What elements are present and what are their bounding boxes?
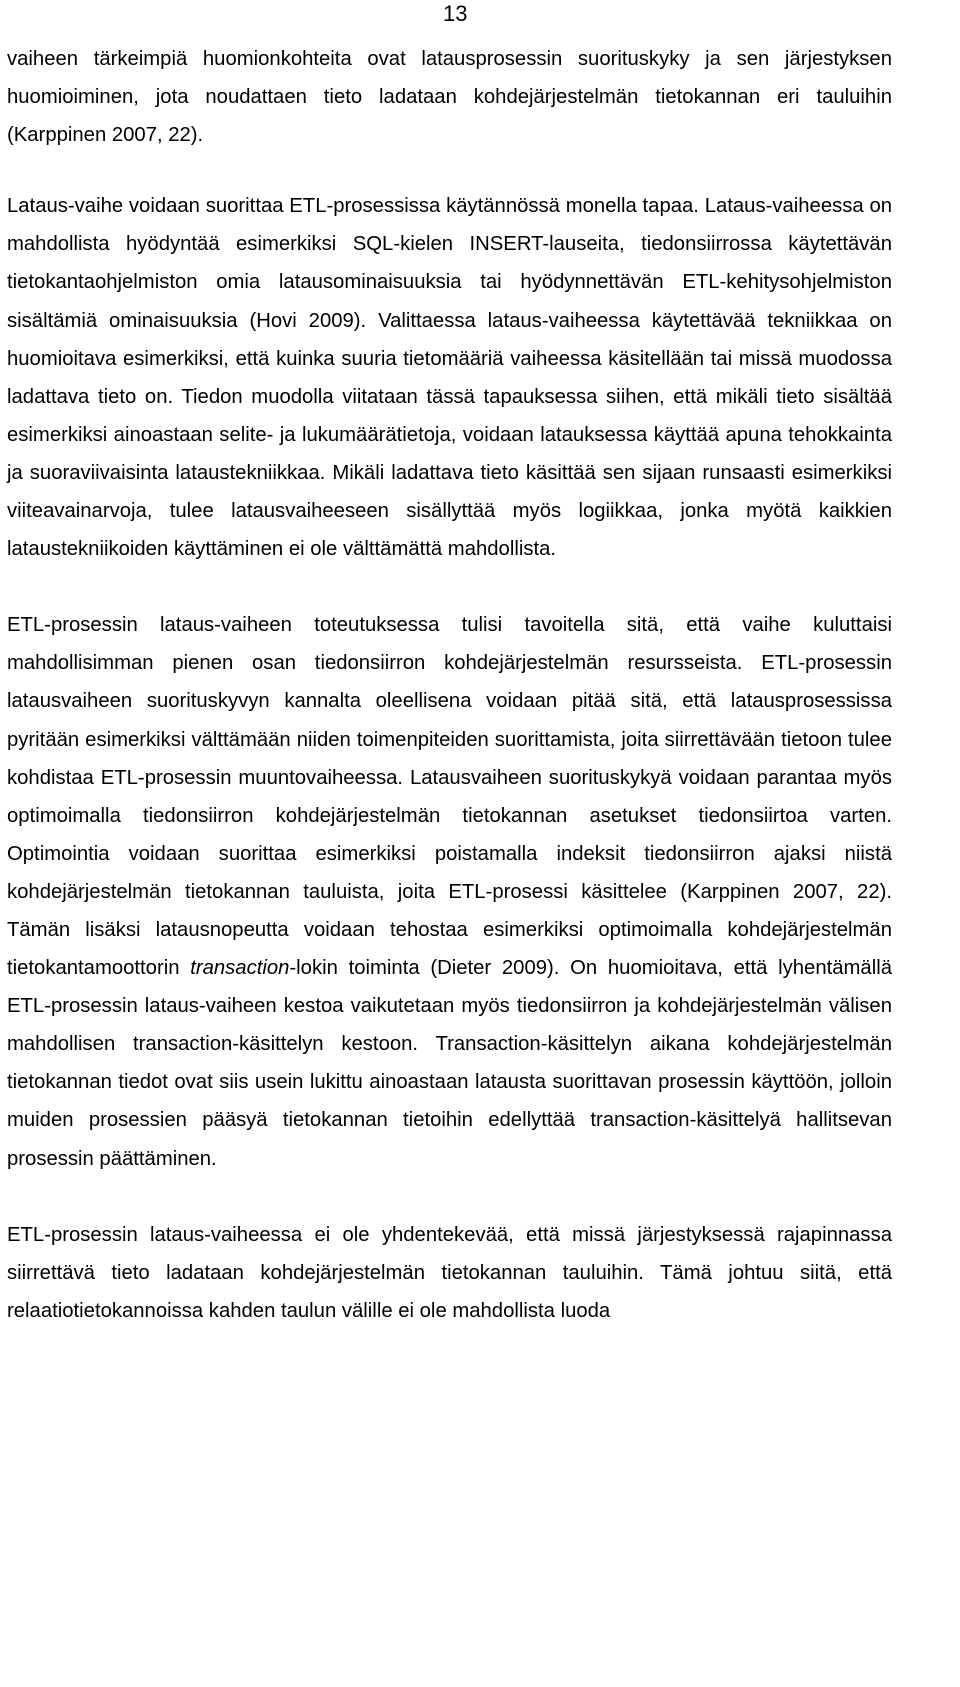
document-body [7,40,892,1330]
paragraph-3-text-b: -lokin toiminta (Dieter 2009). On huomioitava, että lyhentämällä ETL-prosessin lataus-vaiheen kestoa vaikutetaan myös tiedonsiirron ja kohdejärjestelmän välisen mahdollisen transaction-käsittelyn kestoon. Transaction-käsittelyn aikana kohdejärjestelmän tietokannan tiedot ovat siis usein lukittu ainoastaan latausta suorittavan prosessin käyttöön, jolloin muiden prosessien pääsyä tietokannan tietoihin edellyttää transaction-käsittelyä hallitsevan prosessin päättäminen. [7,957,892,1170]
page-number: 13 [443,1,468,26]
paragraph-spacer [7,154,892,187]
paragraph-3 [7,606,892,1177]
paragraph-spacer [7,568,892,606]
paragraph-1: vaiheen tärkeimpiä huomionkohteita ovat latausprosessin suorituskyky ja sen järjestyksen huomioiminen, jota noudattaen tieto ladataan kohdejärjestelmän tietokannan eri tauluihin (Karppinen 2007, 22). [7,48,892,147]
paragraph-3-text-a: ETL-prosessin lataus-vaiheen toteutuksessa tulisi tavoitella sitä, että vaihe kuluttaisi mahdollisimman pienen osan tiedonsiirron kohdejärjestelmän resursseista. ETL-prosessin latausvaiheen suorituskyvyn kannalta oleellisena voidaan pitää sitä, että latausprosessissa pyritään esimerkiksi välttämään niiden toimenpiteiden suorittamista, joita siirrettävään tietoon tulee kohdistaa ETL-prosessin muuntovaiheessa. Latausvaiheen suorituskykyä voidaan parantaa myös optimoimalla tiedonsiirron kohdejärjestelmän tietokannan asetukset tiedonsiirtoa varten. Optimointia voidaan suorittaa esimerkiksi poistamalla indeksit tiedonsiirron ajaksi niistä kohdejärjestelmän tietokannan tauluista, joita ETL-prosessi käsittelee (Karppinen 2007, 22). Tämän lisäksi latausnopeutta voidaan tehostaa esimerkiksi optimoimalla kohdejärjestelmän tietokantamoottorin [7,614,892,980]
paragraph-2: Lataus-vaihe voidaan suorittaa ETL-prosessissa käytännössä monella tapaa. Lataus-vaiheessa on mahdollista hyödyntää esimerkiksi SQL-kielen INSERT-lauseita, tiedonsiirrossa käytettävän tietokantaohjelmiston omia latausominaisuuksia tai hyödynnettävän ETL-kehitysohjelmiston sisältämiä ominaisuuksia (Hovi 2009). Valittaessa lataus-vaiheessa käytettävää tekniikkaa on huomioitava esimerkiksi, että kuinka suuria tietomääriä vaiheessa käsitellään tai missä muodossa ladattava tieto on. Tiedon muodolla viitataan tässä tapauksessa siihen, että mikäli tieto sisältää esimerkiksi ainoastaan selite- ja lukumäärätietoja, voidaan latauksessa käyttää apuna tehokkainta ja suoraviivaisinta lataustekniikkaa. Mikäli ladattava tieto käsittää sen sijaan runsaasti esimerkiksi viiteavainarvoja, tulee latausvaiheeseen sisällyttää myös logiikkaa, jonka myötä kaikkien lataustekniikoiden käyttäminen ei ole välttämättä mahdollista. [7,195,892,561]
paragraph-spacer [7,1178,892,1216]
italic-term-transaction: transaction [190,957,290,980]
paragraph-4: ETL-prosessin lataus-vaiheessa ei ole yhdentekevää, että missä järjestyksessä rajapinnassa siirrettävä tieto ladataan kohdejärjestelmän tietokannan tauluihin. Tämä johtuu siitä, että relaatiotietokannoissa kahden taulun välille ei ole mahdollista luoda [7,1223,892,1322]
